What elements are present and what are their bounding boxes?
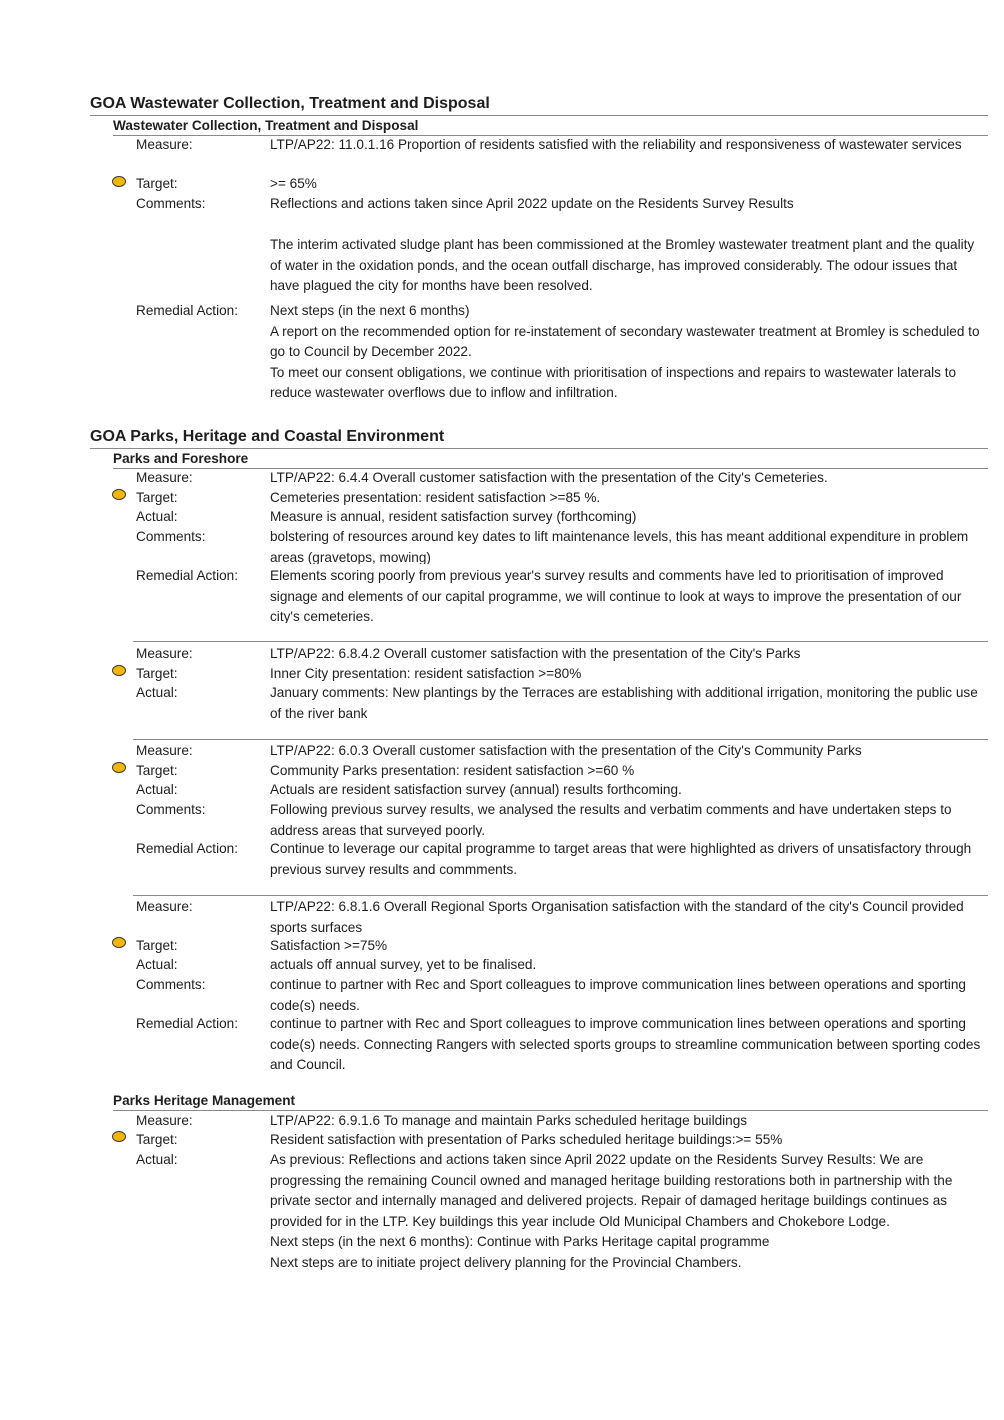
- actual-text: [270, 1150, 986, 1273]
- subtitle-parks-foreshore: Parks and Foreshore: [113, 450, 988, 469]
- target-text: Inner City presentation: resident satisfaction >=80%: [270, 666, 582, 681]
- status-indicator-icon: [112, 937, 126, 948]
- measure-label: Measure:: [136, 743, 193, 758]
- status-indicator-icon: [112, 762, 126, 773]
- comments-text: [270, 194, 986, 297]
- remedial-text: [270, 301, 986, 404]
- remedial-paragraph: Next steps (in the next 6 months): [270, 303, 470, 318]
- comments-label: Comments:: [136, 196, 206, 211]
- remedial-paragraph: To meet our consent obligations, we continue with prioritisation of inspections and repairs to wastewater laterals to reduce wastewater overflows due to inflow and infiltration.: [270, 364, 957, 400]
- actual-label: Actual:: [136, 1152, 178, 1167]
- actual-label: Actual:: [136, 782, 178, 797]
- measure-label: Measure:: [136, 646, 193, 661]
- actual-paragraph: Next steps are to initiate project delivery planning for the Provincial Chambers.: [270, 1254, 742, 1270]
- measure-divider: [133, 641, 988, 642]
- actual-text: Measure is annual, resident satisfaction survey (forthcoming): [270, 509, 637, 524]
- section-title-parks: GOA Parks, Heritage and Coastal Environment: [90, 427, 988, 449]
- measure-text: LTP/AP22: 6.4.4 Overall customer satisfaction with the presentation of the City's Cemeteries.: [270, 470, 828, 485]
- comments-text: bolstering of resources around key dates to lift maintenance levels, this has meant additional expenditure in problem areas (gravetops, mowing): [270, 529, 969, 564]
- remedial-text: Elements scoring poorly from previous year's survey results and comments have led to prioritisation of improved signage and elements of our capital programme, we will continue to look at ways to improve the presentation of our city's cemeteries.: [270, 568, 962, 623]
- actual-text: actuals off annual survey, yet to be finalised.: [270, 957, 537, 972]
- measure-divider: [133, 739, 988, 740]
- measure-label: Measure:: [136, 899, 193, 914]
- subtitle-parks-heritage: Parks Heritage Management: [113, 1092, 988, 1111]
- measure-label: Measure:: [136, 470, 193, 485]
- remedial-text: Continue to leverage our capital programme to target areas that were highlighted as drivers of unsatisfactory through previous survey results and commments.: [270, 841, 972, 877]
- status-indicator-icon: [112, 489, 126, 500]
- measure-divider: [133, 895, 988, 896]
- actual-text: January comments: New plantings by the Terraces are establishing with additional irrigation, monitoring the public use of the river bank: [270, 685, 978, 721]
- measure-text: LTP/AP22: 6.8.4.2 Overall customer satisfaction with the presentation of the City's Parks: [270, 646, 801, 661]
- target-text: Cemeteries presentation: resident satisfaction >=85 %.: [270, 490, 601, 505]
- remedial-text: continue to partner with Rec and Sport colleagues to improve communication lines between operations and sporting code(s) needs. Connecting Rangers with selected sports groups to streamline communication between sporting codes and Council.: [270, 1016, 981, 1071]
- remedial-label: Remedial Action:: [136, 568, 239, 583]
- comments-label: Comments:: [136, 529, 206, 544]
- remedial-label: Remedial Action:: [136, 841, 239, 856]
- actual-text: Actuals are resident satisfaction survey (annual) results forthcoming.: [270, 782, 682, 797]
- comments-text: Following previous survey results, we analysed the results and verbatim comments and have undertaken steps to address areas that surveyed poorly.: [270, 802, 952, 837]
- target-label: Target:: [136, 938, 178, 953]
- remedial-paragraph: A report on the recommended option for re-instatement of secondary wastewater treatment at Bromley is scheduled to go to Council by December 2022.: [270, 323, 980, 359]
- target-label: Target:: [136, 666, 178, 681]
- comments-label: Comments:: [136, 977, 206, 992]
- remedial-label: Remedial Action:: [136, 303, 239, 318]
- comments-label: Comments:: [136, 802, 206, 817]
- comments-paragraph: The interim activated sludge plant has been commissioned at the Bromley wastewater treatment plant and the quality of water in the oxidation ponds, and the ocean outfall discharge, has improved considerably. The odour issues that have plagued the city for months have been resolved.: [270, 237, 975, 293]
- measure-label: Measure:: [136, 1113, 193, 1128]
- actual-paragraph: As previous: Reflections and actions taken since April 2022 update on the Residents Survey Results: We are progressing the remaining Council owned and managed heritage building restorations both in partnership with the private sector and internally managed and delivered projects. Repair of damaged heritage buildings continues as provided for in the LTP. Key buildings this year include Old Municipal Chambers and Chokebore Lodge.: [270, 1152, 953, 1229]
- target-label: Target:: [136, 1132, 178, 1147]
- actual-paragraph: Next steps (in the next 6 months): Continue with Parks Heritage capital programme: [270, 1234, 770, 1249]
- actual-label: Actual:: [136, 509, 178, 524]
- comments-paragraph: Reflections and actions taken since April 2022 update on the Residents Survey Results: [270, 196, 794, 211]
- target-label: Target:: [136, 490, 178, 505]
- comments-paragraph: [270, 215, 986, 236]
- target-text: >= 65%: [270, 176, 317, 191]
- actual-label: Actual:: [136, 957, 178, 972]
- measure-label: Measure:: [136, 137, 193, 152]
- measure-text: LTP/AP22: 6.9.1.6 To manage and maintain Parks scheduled heritage buildings: [270, 1113, 748, 1128]
- remedial-label: Remedial Action:: [136, 1016, 239, 1031]
- status-indicator-icon: [112, 665, 126, 676]
- target-label: Target:: [136, 176, 178, 191]
- status-indicator-icon: [112, 1131, 126, 1142]
- measure-text: LTP/AP22: 6.0.3 Overall customer satisfaction with the presentation of the City's Community Parks: [270, 743, 862, 758]
- measure-text: LTP/AP22: 6.8.1.6 Overall Regional Sports Organisation satisfaction with the standard of the city's Council provided sports surfaces: [270, 899, 964, 935]
- section-title-wastewater: GOA Wastewater Collection, Treatment and Disposal: [90, 94, 988, 116]
- target-text: Community Parks presentation: resident satisfaction >=60 %: [270, 763, 635, 778]
- target-text: Resident satisfaction with presentation of Parks scheduled heritage buildings:>= 55%: [270, 1132, 783, 1147]
- target-text: Satisfaction >=75%: [270, 938, 388, 953]
- measure-text: LTP/AP22: 11.0.1.16 Proportion of residents satisfied with the reliability and responsiveness of wastewater services: [270, 137, 962, 152]
- actual-label: Actual:: [136, 685, 178, 700]
- comments-text: continue to partner with Rec and Sport colleagues to improve communication lines between operations and sporting code(s) needs.: [270, 977, 966, 1012]
- status-indicator-icon: [112, 176, 126, 187]
- target-label: Target:: [136, 763, 178, 778]
- subtitle-wastewater: Wastewater Collection, Treatment and Disposal: [113, 117, 988, 136]
